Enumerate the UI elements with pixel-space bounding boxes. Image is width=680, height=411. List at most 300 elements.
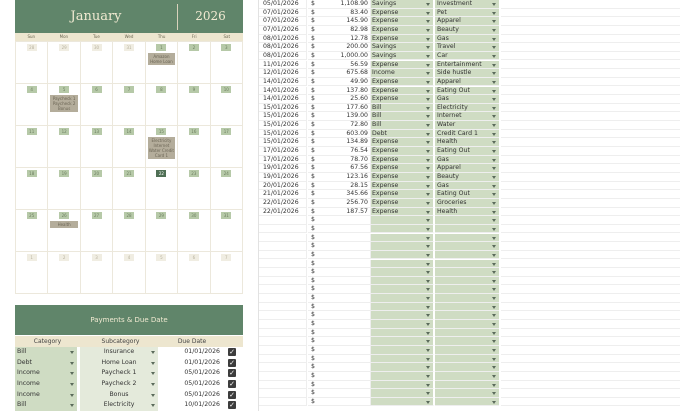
- transaction-type-select[interactable]: Expense: [371, 26, 434, 35]
- transaction-type-select[interactable]: Income: [371, 69, 434, 78]
- transaction-date[interactable]: 05/01/2026: [259, 0, 307, 9]
- transaction-amount[interactable]: [316, 320, 371, 329]
- transaction-category-select[interactable]: [435, 216, 499, 225]
- transaction-date[interactable]: 08/01/2026: [259, 52, 307, 61]
- transaction-type-select[interactable]: Expense: [371, 182, 434, 191]
- transaction-amount[interactable]: 1,108.90: [316, 0, 371, 9]
- transaction-amount[interactable]: 78.70: [316, 156, 371, 165]
- transaction-date[interactable]: [259, 337, 307, 346]
- transaction-category-select[interactable]: Travel: [435, 43, 499, 52]
- transaction-category-select[interactable]: [435, 260, 499, 269]
- transaction-notes[interactable]: [501, 225, 680, 234]
- transaction-type-select[interactable]: [371, 363, 434, 372]
- transaction-type-select[interactable]: Expense: [371, 87, 434, 96]
- transaction-date[interactable]: 17/01/2026: [259, 147, 307, 156]
- calendar-day-cell[interactable]: [81, 252, 113, 294]
- payment-subcategory-select[interactable]: Paycheck 1: [80, 368, 158, 379]
- payment-subcategory-select[interactable]: Electricity: [80, 400, 158, 411]
- transaction-category-select[interactable]: Side hustle: [435, 69, 499, 78]
- transaction-type-select[interactable]: Savings: [371, 0, 434, 9]
- transaction-amount[interactable]: 177.60: [316, 104, 371, 113]
- transaction-date[interactable]: 07/01/2026: [259, 17, 307, 26]
- transaction-amount[interactable]: 187.57: [316, 208, 371, 217]
- transaction-amount[interactable]: [316, 372, 371, 381]
- transaction-notes[interactable]: [501, 260, 680, 269]
- transaction-amount[interactable]: 83.40: [316, 9, 371, 18]
- transaction-date[interactable]: 20/01/2026: [259, 182, 307, 191]
- payment-due-date[interactable]: 05/01/2026: [184, 390, 220, 398]
- transaction-date[interactable]: 19/01/2026: [259, 173, 307, 182]
- calendar-day-cell[interactable]: [16, 42, 48, 84]
- calendar-day-cell[interactable]: [48, 42, 80, 84]
- calendar-day-cell[interactable]: [48, 84, 80, 126]
- calendar-day-cell[interactable]: [16, 126, 48, 168]
- transaction-notes[interactable]: [501, 95, 680, 104]
- calendar-day-cell[interactable]: [16, 210, 48, 252]
- calendar-day-cell[interactable]: [146, 42, 178, 84]
- transaction-notes[interactable]: [501, 355, 680, 364]
- paid-checkbox[interactable]: ✓: [229, 380, 235, 389]
- transaction-notes[interactable]: [501, 285, 680, 294]
- transaction-category-select[interactable]: [435, 311, 499, 320]
- transaction-category-select[interactable]: [435, 381, 499, 390]
- transaction-type-select[interactable]: Debt: [371, 130, 434, 139]
- transaction-type-select[interactable]: Expense: [371, 208, 434, 217]
- transaction-amount[interactable]: [316, 355, 371, 364]
- transaction-type-select[interactable]: Bill: [371, 121, 434, 130]
- transaction-type-select[interactable]: Expense: [371, 61, 434, 70]
- transaction-notes[interactable]: [501, 112, 680, 121]
- transaction-type-select[interactable]: Expense: [371, 190, 434, 199]
- transaction-amount[interactable]: 12.78: [316, 35, 371, 44]
- payment-subcategory-select[interactable]: Home Loan: [80, 358, 158, 369]
- transaction-date[interactable]: 08/01/2026: [259, 43, 307, 52]
- transaction-notes[interactable]: [501, 182, 680, 191]
- calendar-day-cell[interactable]: [48, 126, 80, 168]
- transaction-type-select[interactable]: Expense: [371, 9, 434, 18]
- transaction-notes[interactable]: [501, 234, 680, 243]
- transaction-category-select[interactable]: Eating Out: [435, 190, 499, 199]
- transaction-notes[interactable]: [501, 363, 680, 372]
- transaction-category-select[interactable]: Credit Card 1: [435, 130, 499, 139]
- transaction-date[interactable]: 15/01/2026: [259, 112, 307, 121]
- transaction-notes[interactable]: [501, 147, 680, 156]
- calendar-day-cell[interactable]: [16, 84, 48, 126]
- transaction-type-select[interactable]: Expense: [371, 95, 434, 104]
- transaction-date[interactable]: [259, 346, 307, 355]
- transaction-category-select[interactable]: [435, 242, 499, 251]
- transaction-type-select[interactable]: Expense: [371, 35, 434, 44]
- calendar-day-cell[interactable]: [211, 126, 243, 168]
- transaction-notes[interactable]: [501, 26, 680, 35]
- transaction-category-select[interactable]: [435, 251, 499, 260]
- transaction-amount[interactable]: 134.89: [316, 138, 371, 147]
- payment-category-select[interactable]: Income: [15, 379, 77, 390]
- payment-due-date[interactable]: 05/01/2026: [184, 369, 220, 377]
- transaction-amount[interactable]: [316, 303, 371, 312]
- transaction-category-select[interactable]: [435, 320, 499, 329]
- transaction-category-select[interactable]: [435, 355, 499, 364]
- transaction-category-select[interactable]: Eating Out: [435, 87, 499, 96]
- transaction-category-select[interactable]: Apparel: [435, 78, 499, 87]
- transaction-type-select[interactable]: Expense: [371, 164, 434, 173]
- transaction-amount[interactable]: 345.66: [316, 190, 371, 199]
- transaction-amount[interactable]: 200.00: [316, 43, 371, 52]
- payment-due-date[interactable]: 01/01/2026: [184, 358, 220, 366]
- transaction-amount[interactable]: 72.80: [316, 121, 371, 130]
- transaction-type-select[interactable]: Expense: [371, 78, 434, 87]
- transaction-notes[interactable]: [501, 303, 680, 312]
- transaction-type-select[interactable]: [371, 216, 434, 225]
- transaction-notes[interactable]: [501, 216, 680, 225]
- transaction-date[interactable]: 14/01/2026: [259, 78, 307, 87]
- paid-checkbox[interactable]: ✓: [229, 348, 235, 356]
- transaction-category-select[interactable]: Beauty: [435, 26, 499, 35]
- transaction-date[interactable]: [259, 372, 307, 381]
- calendar-day-cell[interactable]: [48, 252, 80, 294]
- calendar-year-selector[interactable]: 2026: [195, 9, 226, 23]
- transaction-type-select[interactable]: Expense: [371, 199, 434, 208]
- transaction-date[interactable]: [259, 363, 307, 372]
- payment-subcategory-select[interactable]: Bonus: [80, 390, 158, 401]
- transaction-category-select[interactable]: Gas: [435, 156, 499, 165]
- transaction-category-select[interactable]: Car: [435, 52, 499, 61]
- transaction-amount[interactable]: 76.54: [316, 147, 371, 156]
- payment-category-select[interactable]: Debt: [15, 358, 77, 369]
- transaction-notes[interactable]: [501, 398, 680, 407]
- transaction-category-select[interactable]: [435, 225, 499, 234]
- transaction-amount[interactable]: [316, 381, 371, 390]
- transaction-category-select[interactable]: Beauty: [435, 173, 499, 182]
- transaction-amount[interactable]: 28.15: [316, 182, 371, 191]
- transaction-notes[interactable]: [501, 69, 680, 78]
- transaction-amount[interactable]: 67.56: [316, 164, 371, 173]
- transaction-amount[interactable]: [316, 216, 371, 225]
- calendar-day-cell[interactable]: [113, 126, 145, 168]
- transaction-type-select[interactable]: [371, 268, 434, 277]
- transaction-notes[interactable]: [501, 389, 680, 398]
- transaction-notes[interactable]: [501, 320, 680, 329]
- transaction-type-select[interactable]: Expense: [371, 147, 434, 156]
- transaction-notes[interactable]: [501, 104, 680, 113]
- transaction-notes[interactable]: [501, 311, 680, 320]
- transaction-date[interactable]: 14/01/2026: [259, 87, 307, 96]
- payment-category-select[interactable]: Bill: [15, 347, 77, 358]
- transaction-category-select[interactable]: Health: [435, 208, 499, 217]
- calendar-day-cell[interactable]: [146, 84, 178, 126]
- transaction-category-select[interactable]: Electricity: [435, 104, 499, 113]
- transaction-category-select[interactable]: Apparel: [435, 164, 499, 173]
- paid-checkbox[interactable]: ✓: [229, 358, 235, 367]
- transaction-date[interactable]: [259, 398, 307, 407]
- transaction-type-select[interactable]: Expense: [371, 156, 434, 165]
- transaction-amount[interactable]: 603.09: [316, 130, 371, 139]
- transaction-type-select[interactable]: Expense: [371, 17, 434, 26]
- transaction-category-select[interactable]: Internet: [435, 112, 499, 121]
- transaction-date[interactable]: 15/01/2026: [259, 121, 307, 130]
- transaction-notes[interactable]: [501, 242, 680, 251]
- transaction-notes[interactable]: [501, 268, 680, 277]
- calendar-day-cell[interactable]: [146, 252, 178, 294]
- transaction-date[interactable]: 17/01/2026: [259, 156, 307, 165]
- calendar-day-cell[interactable]: [81, 42, 113, 84]
- transaction-type-select[interactable]: [371, 294, 434, 303]
- calendar-day-cell[interactable]: [81, 210, 113, 252]
- transaction-date[interactable]: 15/01/2026: [259, 138, 307, 147]
- transaction-notes[interactable]: [501, 78, 680, 87]
- transaction-category-select[interactable]: Entertainment: [435, 61, 499, 70]
- transaction-category-select[interactable]: Gas: [435, 182, 499, 191]
- transaction-amount[interactable]: [316, 225, 371, 234]
- transaction-notes[interactable]: [501, 277, 680, 286]
- transaction-type-select[interactable]: [371, 320, 434, 329]
- transaction-notes[interactable]: [501, 173, 680, 182]
- transaction-notes[interactable]: [501, 0, 680, 9]
- transaction-amount[interactable]: 123.16: [316, 173, 371, 182]
- transaction-category-select[interactable]: Groceries: [435, 199, 499, 208]
- transaction-category-select[interactable]: [435, 346, 499, 355]
- calendar-day-cell[interactable]: [178, 126, 210, 168]
- transaction-amount[interactable]: [316, 329, 371, 338]
- transaction-notes[interactable]: [501, 199, 680, 208]
- transaction-amount[interactable]: 25.60: [316, 95, 371, 104]
- transaction-type-select[interactable]: [371, 329, 434, 338]
- calendar-day-cell[interactable]: [146, 126, 178, 168]
- transaction-date[interactable]: [259, 242, 307, 251]
- transaction-type-select[interactable]: Expense: [371, 173, 434, 182]
- transaction-amount[interactable]: [316, 260, 371, 269]
- transaction-notes[interactable]: [501, 251, 680, 260]
- transaction-notes[interactable]: [501, 9, 680, 18]
- calendar-day-cell[interactable]: [16, 168, 48, 210]
- transaction-notes[interactable]: [501, 208, 680, 217]
- calendar-day-cell[interactable]: [81, 84, 113, 126]
- transaction-amount[interactable]: [316, 337, 371, 346]
- calendar-day-cell[interactable]: [178, 84, 210, 126]
- transaction-date[interactable]: 12/01/2026: [259, 69, 307, 78]
- transaction-category-select[interactable]: [435, 234, 499, 243]
- transaction-date[interactable]: 07/01/2026: [259, 26, 307, 35]
- calendar-day-cell[interactable]: [113, 252, 145, 294]
- calendar-event[interactable]: Electricity Internet Water Credit Card 1: [148, 138, 174, 158]
- transaction-category-select[interactable]: [435, 372, 499, 381]
- calendar-event[interactable]: Health: [50, 221, 77, 228]
- payment-category-select[interactable]: Bill: [15, 400, 77, 411]
- calendar-event[interactable]: Paycheck 1 Paycheck 2 Bonus: [50, 95, 77, 112]
- transaction-type-select[interactable]: Bill: [371, 104, 434, 113]
- transaction-date[interactable]: [259, 389, 307, 398]
- transaction-type-select[interactable]: Expense: [371, 138, 434, 147]
- transaction-date[interactable]: 15/01/2026: [259, 104, 307, 113]
- paid-checkbox[interactable]: ✓: [229, 401, 235, 410]
- payment-subcategory-select[interactable]: Insurance: [80, 347, 158, 358]
- transaction-category-select[interactable]: Gas: [435, 95, 499, 104]
- transaction-category-select[interactable]: [435, 268, 499, 277]
- transaction-date[interactable]: [259, 303, 307, 312]
- transaction-type-select[interactable]: [371, 355, 434, 364]
- transaction-category-select[interactable]: Health: [435, 138, 499, 147]
- transaction-notes[interactable]: [501, 381, 680, 390]
- transaction-notes[interactable]: [501, 130, 680, 139]
- transaction-amount[interactable]: 145.90: [316, 17, 371, 26]
- transaction-category-select[interactable]: Gas: [435, 35, 499, 44]
- transaction-category-select[interactable]: Eating Out: [435, 147, 499, 156]
- transaction-type-select[interactable]: [371, 346, 434, 355]
- payment-category-select[interactable]: Income: [15, 390, 77, 401]
- transaction-type-select[interactable]: Savings: [371, 52, 434, 61]
- transaction-amount[interactable]: [316, 285, 371, 294]
- calendar-day-cell[interactable]: [146, 210, 178, 252]
- transaction-amount[interactable]: [316, 346, 371, 355]
- transaction-notes[interactable]: [501, 138, 680, 147]
- transaction-category-select[interactable]: Water: [435, 121, 499, 130]
- transaction-date[interactable]: 22/01/2026: [259, 199, 307, 208]
- transaction-date[interactable]: 19/01/2026: [259, 164, 307, 173]
- transaction-category-select[interactable]: [435, 277, 499, 286]
- transaction-amount[interactable]: [316, 294, 371, 303]
- transaction-date[interactable]: 11/01/2026: [259, 61, 307, 70]
- transaction-date[interactable]: [259, 311, 307, 320]
- calendar-day-cell[interactable]: [48, 210, 80, 252]
- transaction-notes[interactable]: [501, 61, 680, 70]
- transaction-amount[interactable]: [316, 251, 371, 260]
- transaction-amount[interactable]: [316, 398, 371, 407]
- transaction-notes[interactable]: [501, 372, 680, 381]
- calendar-day-cell[interactable]: [81, 168, 113, 210]
- transaction-date[interactable]: 14/01/2026: [259, 95, 307, 104]
- transaction-date[interactable]: [259, 320, 307, 329]
- transaction-date[interactable]: [259, 285, 307, 294]
- transaction-type-select[interactable]: [371, 389, 434, 398]
- transaction-amount[interactable]: [316, 268, 371, 277]
- transaction-amount[interactable]: 49.90: [316, 78, 371, 87]
- transaction-category-select[interactable]: Investment: [435, 0, 499, 9]
- payment-category-select[interactable]: Income: [15, 368, 77, 379]
- transaction-date[interactable]: [259, 260, 307, 269]
- calendar-day-cell[interactable]: [178, 252, 210, 294]
- calendar-day-cell[interactable]: [48, 168, 80, 210]
- paid-checkbox[interactable]: ✓: [229, 369, 235, 378]
- transaction-amount[interactable]: 1,000.00: [316, 52, 371, 61]
- transaction-type-select[interactable]: [371, 234, 434, 243]
- calendar-day-cell[interactable]: [113, 168, 145, 210]
- transaction-amount[interactable]: 256.70: [316, 199, 371, 208]
- transaction-date[interactable]: [259, 251, 307, 260]
- transaction-amount[interactable]: 137.80: [316, 87, 371, 96]
- transaction-category-select[interactable]: [435, 363, 499, 372]
- transaction-category-select[interactable]: [435, 285, 499, 294]
- transaction-category-select[interactable]: [435, 389, 499, 398]
- transaction-type-select[interactable]: [371, 381, 434, 390]
- transaction-type-select[interactable]: Savings: [371, 43, 434, 52]
- calendar-day-cell[interactable]: [211, 252, 243, 294]
- transaction-notes[interactable]: [501, 346, 680, 355]
- transaction-amount[interactable]: 675.68: [316, 69, 371, 78]
- transaction-date[interactable]: 22/01/2026: [259, 208, 307, 217]
- transaction-date[interactable]: 07/01/2026: [259, 9, 307, 18]
- transaction-category-select[interactable]: [435, 294, 499, 303]
- payment-subcategory-select[interactable]: Paycheck 2: [80, 379, 158, 390]
- transaction-type-select[interactable]: [371, 311, 434, 320]
- transaction-date[interactable]: 15/01/2026: [259, 130, 307, 139]
- transaction-date[interactable]: [259, 225, 307, 234]
- calendar-day-cell[interactable]: [113, 42, 145, 84]
- transaction-date[interactable]: [259, 216, 307, 225]
- payment-due-date[interactable]: 10/01/2026: [184, 401, 220, 409]
- transaction-date[interactable]: [259, 381, 307, 390]
- transaction-type-select[interactable]: [371, 337, 434, 346]
- transaction-date[interactable]: [259, 234, 307, 243]
- transaction-category-select[interactable]: [435, 398, 499, 407]
- calendar-day-cell[interactable]: [146, 168, 178, 210]
- transaction-notes[interactable]: [501, 190, 680, 199]
- transaction-amount[interactable]: [316, 234, 371, 243]
- transaction-notes[interactable]: [501, 164, 680, 173]
- transaction-category-select[interactable]: Pet: [435, 9, 499, 18]
- calendar-day-cell[interactable]: [211, 84, 243, 126]
- calendar-day-cell[interactable]: [178, 210, 210, 252]
- transaction-notes[interactable]: [501, 294, 680, 303]
- calendar-event[interactable]: Amazon Home Loan: [148, 53, 175, 65]
- calendar-day-cell[interactable]: [211, 168, 243, 210]
- transaction-amount[interactable]: [316, 389, 371, 398]
- transaction-date[interactable]: [259, 294, 307, 303]
- transaction-type-select[interactable]: [371, 285, 434, 294]
- transaction-date[interactable]: [259, 277, 307, 286]
- transaction-type-select[interactable]: [371, 303, 434, 312]
- transaction-type-select[interactable]: [371, 251, 434, 260]
- transaction-notes[interactable]: [501, 17, 680, 26]
- calendar-day-cell[interactable]: [178, 168, 210, 210]
- calendar-day-cell[interactable]: [16, 252, 48, 294]
- transaction-type-select[interactable]: [371, 242, 434, 251]
- transaction-notes[interactable]: [501, 43, 680, 52]
- transaction-notes[interactable]: [501, 35, 680, 44]
- transaction-date[interactable]: [259, 329, 307, 338]
- calendar-day-cell[interactable]: [113, 210, 145, 252]
- transaction-category-select[interactable]: [435, 303, 499, 312]
- transaction-date[interactable]: 21/01/2026: [259, 190, 307, 199]
- transaction-amount[interactable]: [316, 277, 371, 286]
- transaction-notes[interactable]: [501, 52, 680, 61]
- transaction-notes[interactable]: [501, 87, 680, 96]
- transaction-amount[interactable]: 139.00: [316, 112, 371, 121]
- transaction-amount[interactable]: [316, 363, 371, 372]
- transaction-notes[interactable]: [501, 156, 680, 165]
- transaction-amount[interactable]: [316, 311, 371, 320]
- transaction-amount[interactable]: 82.98: [316, 26, 371, 35]
- transaction-type-select[interactable]: [371, 277, 434, 286]
- calendar-day-cell[interactable]: [211, 42, 243, 84]
- paid-checkbox[interactable]: ✓: [229, 390, 235, 399]
- transaction-category-select[interactable]: [435, 329, 499, 338]
- transaction-notes[interactable]: [501, 337, 680, 346]
- transaction-amount[interactable]: 56.59: [316, 61, 371, 70]
- payment-due-date[interactable]: 01/01/2026: [184, 348, 220, 355]
- transaction-notes[interactable]: [501, 121, 680, 130]
- calendar-month-selector[interactable]: January: [70, 9, 122, 24]
- transaction-category-select[interactable]: Apparel: [435, 17, 499, 26]
- transaction-category-select[interactable]: [435, 337, 499, 346]
- transaction-type-select[interactable]: [371, 398, 434, 407]
- transaction-type-select[interactable]: [371, 372, 434, 381]
- calendar-day-cell[interactable]: [81, 126, 113, 168]
- transaction-notes[interactable]: [501, 329, 680, 338]
- transaction-type-select[interactable]: [371, 225, 434, 234]
- calendar-day-cell[interactable]: [178, 42, 210, 84]
- transaction-amount[interactable]: [316, 242, 371, 251]
- transaction-date[interactable]: 08/01/2026: [259, 35, 307, 44]
